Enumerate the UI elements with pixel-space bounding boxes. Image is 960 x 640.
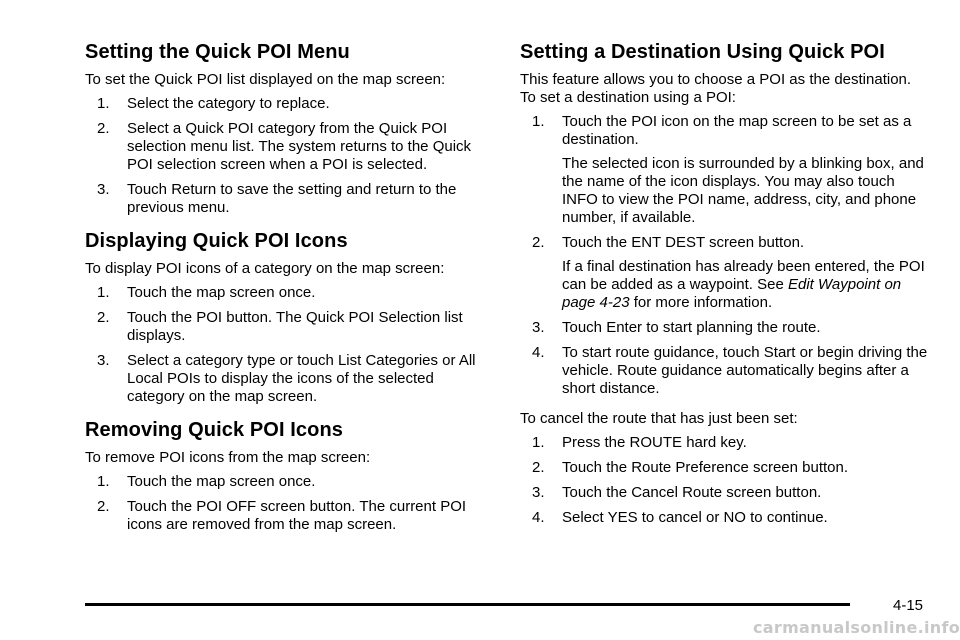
- page-number: 4-15: [893, 597, 924, 614]
- list-item: 3. Touch Enter to start planning the route.: [532, 319, 821, 336]
- steps-list: [85, 95, 495, 217]
- footer-rule: [85, 603, 850, 606]
- list-item: 3. Select a category type or touch List Categories or All Local POIs to display the icons of the selected category on the map screen.: [97, 352, 476, 405]
- list-item: 3. Touch Return to save the setting and return to the previous menu.: [97, 181, 457, 216]
- list-item: 2. Touch the ENT DEST screen button. If a final destination has already been entered, the POI can be added as a waypoint. See Edit Waypoint on page 4-23 for more information.: [532, 234, 930, 312]
- list-item: 1. Touch the POI icon on the map screen to be set as a destination. The selected icon is surrounded by a blinking box, and the name of the icon displays. You may also touch INFO to view the POI name, address, city, and phone number, if available.: [532, 113, 930, 227]
- right-column: [520, 40, 930, 539]
- watermark: carmanualsonline.info: [753, 618, 960, 637]
- list-item: 2. Select a Quick POI category from the Quick POI selection menu list. The system returns to the Quick POI selection screen when a POI is selected.: [97, 120, 472, 173]
- steps-list: [85, 473, 495, 534]
- list-item: 1. Touch the map screen once.: [97, 284, 316, 301]
- list-item: 2. Touch the POI button. The Quick POI Selection list displays.: [97, 309, 463, 344]
- section-intro: To remove POI icons from the map screen:: [85, 449, 371, 466]
- step-detail: The selected icon is surrounded by a blinking box, and the name of the icon displays. You may also touch INFO to view the POI name, address, city, and phone number, if available.: [562, 155, 924, 226]
- steps-list: [85, 284, 495, 406]
- section-heading-displaying-quick-poi-icons: Displaying Quick POI Icons: [85, 230, 348, 252]
- left-column: [85, 40, 495, 546]
- section-heading-setting-destination-quick-poi: Setting a Destination Using Quick POI: [520, 41, 885, 63]
- steps-list: [520, 113, 930, 398]
- list-item: 4. To start route guidance, touch Start or begin driving the vehicle. Route guidance automatically begins after a short distance.: [532, 344, 928, 397]
- section-intro: To set the Quick POI list displayed on the map screen:: [85, 71, 446, 88]
- cancel-steps-list: [520, 434, 930, 527]
- list-item: 2. Touch the POI OFF screen button. The current POI icons are removed from the map screen.: [97, 498, 467, 533]
- section-heading-setting-quick-poi-menu: Setting the Quick POI Menu: [85, 41, 350, 63]
- list-item: 1. Press the ROUTE hard key.: [532, 434, 747, 451]
- list-item: 2. Touch the Route Preference screen button.: [532, 459, 849, 476]
- section-intro: This feature allows you to choose a POI as the destination. To set a destination using a POI:: [520, 71, 912, 106]
- list-item: 3. Touch the Cancel Route screen button.: [532, 484, 822, 501]
- list-item: 1. Touch the map screen once.: [97, 473, 316, 490]
- step-detail: If a final destination has already been entered, the POI can be added as a waypoint. See Edit Waypoint on page 4-23 for more information.: [562, 258, 925, 311]
- section-heading-removing-quick-poi-icons: Removing Quick POI Icons: [85, 419, 344, 441]
- list-item: 1. Select the category to replace.: [97, 95, 330, 112]
- section-intro: To display POI icons of a category on the map screen:: [85, 260, 445, 277]
- cross-reference-link: Edit Waypoint on page 4-23: [562, 276, 902, 311]
- list-item: 4. Select YES to cancel or NO to continue.: [532, 509, 828, 526]
- cancel-intro: To cancel the route that has just been set:: [520, 410, 798, 427]
